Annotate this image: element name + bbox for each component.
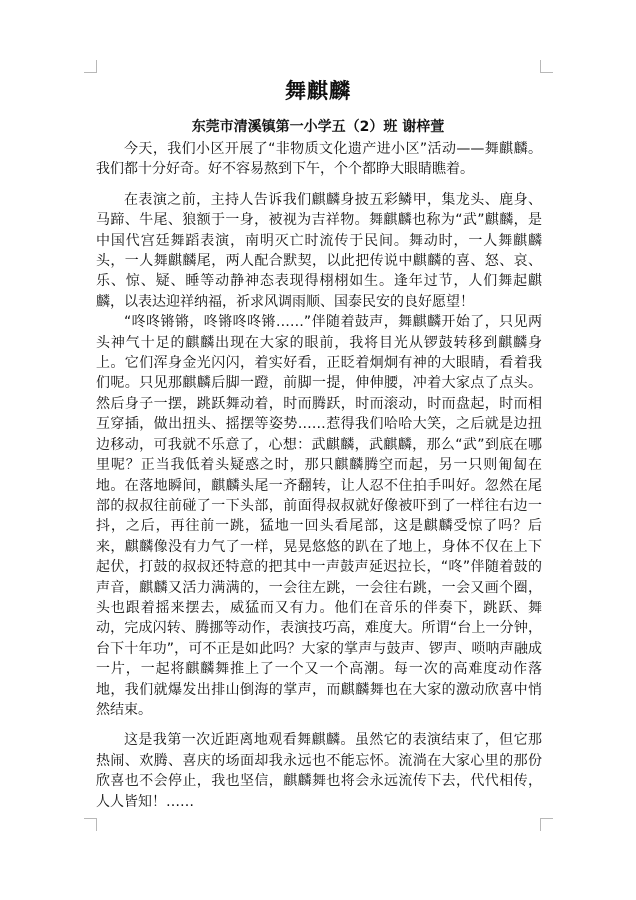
paragraph-conclusion: 这是我第一次近距离地观看舞麒麟。虽然它的表演结束了，但它那热闹、欢腾、喜庆的场面却我永远也不能忘怀。流淌在大家心里的那份欣喜也不会停止，我也坚信，麒麟舞也将会永远流传下去，代代相传，人人皆知！……: [96, 732, 542, 810]
author-line: 东莞市清溪镇第一小学五（2）班 谢梓萱: [191, 119, 445, 135]
page-corner-mark-bottom-left: [84, 818, 97, 831]
document-body: [96, 139, 542, 812]
paragraph-intro: 今天，我们小区开展了“非物质文化遗产进小区”活动——舞麒麟。我们都十分好奇。好不容易熬到下午，个个都睁大眼睛瞧着。: [96, 141, 542, 178]
paragraph-background: 在表演之前，主持人告诉我们麒麟身披五彩鳞甲，集龙头、鹿身、马蹄、牛尾、狼额于一身，被视为吉祥物。舞麒麟也称为“武”麒麟，是中国代宫廷舞蹈表演，南明灭亡时流传于民间。舞动时，一人舞麒麟头，一人舞麒麟尾，两人配合默契，以此把传说中麒麟的喜、怒、哀、乐、惊、疑、睡等动静神态表现得栩栩如生。逢年过节，人们舞起麒麟，以表达迎祥纳福，祈求风调雨顺、国泰民安的良好愿望！: [96, 191, 542, 310]
paragraph-performance: “咚咚锵锵，咚锵咚咚锵……”伴随着鼓声，舞麒麟开始了，只见两头神气十足的麒麟出现在大家的眼前，我将目光从锣鼓转移到麒麟身上。它们浑身金光闪闪，着实好看，正眨着炯炯有神的大眼睛，看着我们呢。只见那麒麟后脚一蹬，前脚一提，伸伸腰，冲着大家点了点头。然后身子一摆，跳跃舞动着，时而腾跃，时而滚动，时而盘起，时而相互穿插，做出扭头、摇摆等姿势……惹得我们哈哈大笑，之后就是边扭边移动，可我就不乐意了，心想：武麒麟，武麒麟，那么“武”到底在哪里呢？正当我低着头疑惑之时，那只麒麟腾空而起，另一只则匍匐在地。在落地瞬间，麒麟头尾一齐翻转，让人忍不住拍手叫好。忽然在尾部的叔叔往前碰了一下头部，前面得叔叔就好像被吓到了一样往右边一抖，之后，再往前一跳，猛地一回头看尾部，这是麒麟受惊了吗？后来，麒麟像没有力气了一样，晃晃悠悠的趴在了地上，身体不仅在上下起伏，打鼓的叔叔还特意的把其中一声鼓声延迟拉长，“咚”伴随着鼓的声音，麒麟又活力满满的，一会往左跳，一会往右跳，一会又画个圈，头也跟着摇来摆去，威猛而又有力。他们在音乐的伴奏下，跳跃、舞动，完成闪转、腾挪等动作，表演技巧高，难度大。所谓“台上一分钟，台下十年功”，可不正是如此吗？大家的掌声与鼓声、锣声、唢呐声融成一片，一起将麒麟舞推上了一个又一个高潮。每一次的高难度动作落地，我们就爆发出排山倒海的掌声，而麒麟舞也在大家的激动欣喜中悄然结束。: [96, 314, 542, 718]
document-title: 舞麒麟: [285, 79, 351, 103]
page-corner-mark-top-left: [84, 60, 97, 73]
page-corner-mark-top-right: [540, 60, 553, 73]
page-corner-mark-bottom-right: [540, 818, 553, 831]
